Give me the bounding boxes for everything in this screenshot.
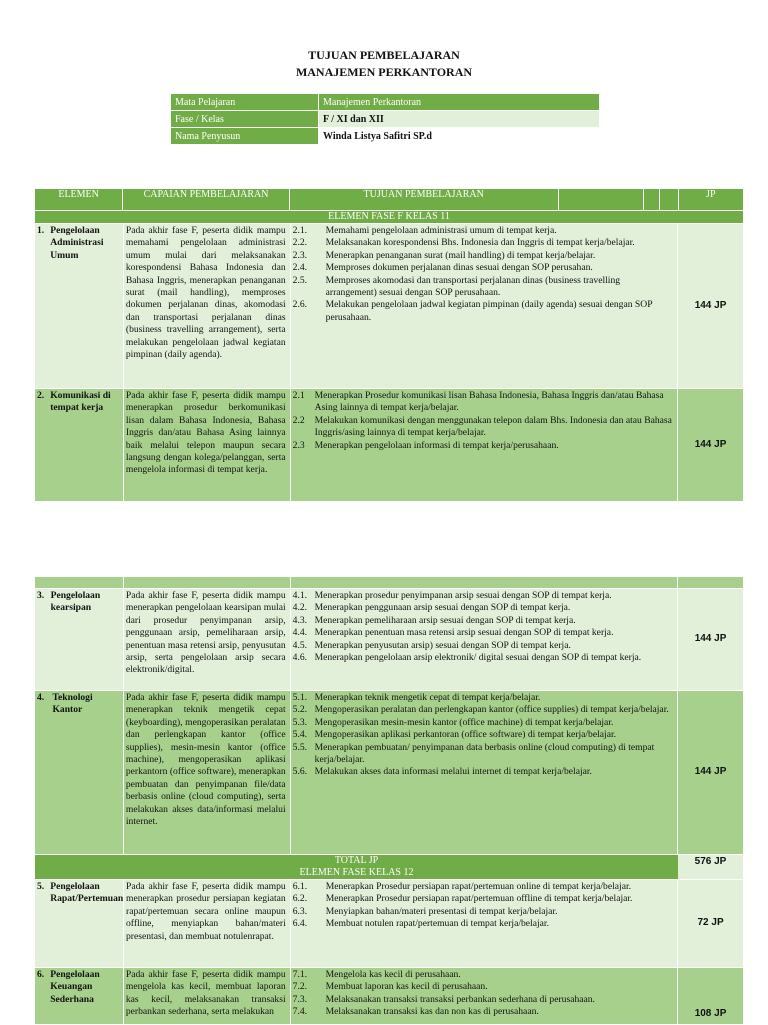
- tujuan-text: Menerapkan pengelolaan arsip elektronik/ digital sesuai dengan SOP di tempat kerja.: [314, 652, 642, 664]
- table-row: [35, 691, 743, 855]
- tujuan-number: 4.2.: [292, 602, 308, 614]
- tujuan-number: 7.4.: [292, 1006, 308, 1018]
- tujuan-list: [290, 968, 677, 1024]
- info-label: Fase / Kelas: [171, 111, 319, 128]
- tujuan-number: 5.6.: [292, 766, 308, 778]
- tujuan-text: Menerapkan penggunaan arsip sesuai dengan SOP di tempat kerja.: [314, 602, 571, 614]
- table-row: [35, 224, 743, 389]
- table-header: [35, 189, 743, 210]
- info-value: F / XI dan XII: [319, 111, 600, 128]
- capaian-text: Pada akhir fase F, peserta didik mampu menerapkan teknik mengetik cepat (keyboarding), mengoperasikan peralatan dan perlengkapan kantor (office supplies), mesin-mesin kantor (office machine), mengoperasikan aplikasi perkantorn (office software), menerapkan pembuatan dan penyimpanan file/data berbasis online (cloud computing), serta melakukan akses data/informasi melalui internet.: [123, 691, 290, 854]
- tujuan-text: Menerapkan teknik mengetik cepat di tempat kerja/belajar.: [314, 692, 541, 703]
- tujuan-text: Menerapkan Prosedur persiapan rapat/pertemuan offline di tempat kerja/belajar.: [325, 893, 633, 905]
- tujuan-number: 5.1.: [292, 692, 308, 703]
- tujuan-text: Mengoperasikan mesin-mesin kantor (office machine) di tempat kerja/belajar.: [314, 716, 614, 728]
- tujuan-list: [290, 224, 677, 388]
- tujuan-number: 6.4.: [292, 918, 308, 930]
- jp-value: 144 JP: [677, 691, 743, 854]
- elemen-name: Pengelolaan kearsipan: [50, 590, 101, 614]
- tujuan-text: Menerapkan penentuan masa retensi arsip sesuai dengan SOP di tempat kerja.: [314, 627, 614, 639]
- tujuan-list: [290, 589, 677, 690]
- document-subtitle: MANAJEMEN PERKANTORAN: [295, 65, 473, 79]
- tujuan-list: [290, 880, 677, 967]
- row-number: 6.: [37, 969, 45, 980]
- jp-value: 72 JP: [677, 880, 743, 967]
- info-value: Manajemen Perkantoran: [319, 94, 600, 111]
- table-row: [35, 389, 743, 502]
- tujuan-number: 2.6.: [292, 299, 308, 311]
- elemen-name: Komunikasi di tempat kerja: [50, 390, 111, 414]
- header-jp: JP: [706, 189, 716, 200]
- tujuan-number: 2.3: [292, 439, 305, 451]
- jp-value: 144 JP: [677, 224, 743, 388]
- info-label: Mata Pelajaran: [171, 94, 319, 111]
- tujuan-text: Menerapkan pengelolaan informasi di tempat kerja/perusahaan.: [314, 439, 559, 451]
- header-tujuan: TUJUAN PEMBELAJARAN: [290, 189, 559, 210]
- tujuan-text: Menerapkan penanganan surat (mail handling) di tempat kerja/belajar.: [325, 249, 596, 261]
- tujuan-text: Menerapkan Prosedur komunikasi lisan Bahasa Indonesia, Bahasa Inggris dan/atau Bahasa Asing lainnya di tempat kerja/belajar.: [314, 390, 664, 414]
- jp-value: 144 JP: [677, 589, 743, 690]
- tujuan-text: Melaksanakan transaksi transaksi perbankan sederhana di perusahaan.: [325, 993, 595, 1005]
- tujuan-text: Mengelola kas kecil di perusahaan.: [325, 969, 461, 980]
- section-title-11: ELEMEN FASE F KELAS 11: [35, 211, 743, 223]
- tujuan-number: 4.4.: [292, 627, 308, 639]
- tujuan-number: 2.2: [292, 414, 305, 426]
- capaian-text: Pada akhir fase F, peserta didik mampu menerapkan prosedur berkomunikasi lisan dalam Bahasa Indonesia, Bahasa Inggris dan/atau Bahasa Asing lainnya baik melalui telepon maupun secara langsung dengan kolega/pelanggan, serta mengelola informasi di tempat kerja.: [123, 389, 290, 501]
- jp-value: 144 JP: [677, 389, 743, 501]
- tujuan-number: 2.4.: [292, 262, 308, 274]
- row-number: 2.: [37, 390, 45, 401]
- elemen-name: Pengelolaan Keuangan Sederhana: [50, 969, 100, 1005]
- capaian-text: Pada akhir fase F, peserta didik mampu menerapkan pengelolaan kearsipan mulai dari prosedur penyimpanan arsip, penggunaan arsip, pemeliharaan arsip, penentuan masa retensi arsip, penyusutan arsip, serta pengelolaan arsip secara elektronik/digital.: [123, 589, 290, 690]
- tujuan-text: Mengoperasikan peralatan dan perlengkapan kantor (office supplies) di tempat kerja/belajar.: [314, 704, 669, 716]
- table-continuation-header: [35, 577, 743, 588]
- section-title-12: ELEMEN FASE KELAS 12: [299, 867, 414, 878]
- tujuan-text: Melakukan komunikasi dengan menggunakan telepon dalam Bhs. Indonesia dan atau Bahasa Inggris/asing lainnya di tempat kerja/belajar.: [314, 414, 672, 439]
- total-value: 576 JP: [678, 855, 743, 879]
- tujuan-text: Melaksanakan korespondensi Bhs. Indonesia dan Inggris di tempat kerja/belajar.: [325, 237, 635, 249]
- header-spacer: [559, 189, 644, 210]
- tujuan-number: 6.3.: [292, 905, 308, 917]
- header-spacer: [644, 189, 660, 210]
- tujuan-text: Memproses dokumen perjalanan dinas sesuai dengan SOP perusahan.: [325, 262, 593, 274]
- info-label: Nama Penyusun: [171, 128, 319, 145]
- row-number: 4.: [37, 692, 45, 703]
- tujuan-text: Menerapkan prosedur penyimpanan arsip sesuai dengan SOP di tempat kerja.: [314, 590, 612, 601]
- tujuan-number: 2.1: [292, 390, 305, 401]
- tujuan-number: 4.5.: [292, 639, 308, 651]
- tujuan-list: [290, 389, 677, 501]
- row-number: 1.: [37, 225, 45, 236]
- tujuan-number: 6.2.: [292, 893, 308, 905]
- tujuan-text: Membuat notulen rapat/pertemuan di tempat kerja/belajar.: [325, 918, 549, 930]
- header-spacer: [660, 189, 679, 210]
- total-label: TOTAL JP: [334, 855, 379, 866]
- jp-value: 108 JP: [677, 968, 743, 1024]
- tujuan-text: Menerapkan pemeliharaan arsip sesuai dengan SOP di tempat kerja.: [314, 614, 576, 626]
- tujuan-text: Menerapkan Prosedur persiapan rapat/pertemuan online di tempat kerja/belajar.: [325, 881, 632, 892]
- tujuan-number: 7.3.: [292, 993, 308, 1005]
- tujuan-number: 5.2.: [292, 704, 308, 716]
- tujuan-list: [290, 691, 677, 854]
- tujuan-number: 7.2.: [292, 981, 308, 993]
- row-number: 5.: [37, 881, 45, 892]
- tujuan-number: 2.5.: [292, 274, 308, 286]
- tujuan-number: 7.1.: [292, 969, 308, 980]
- elemen-name: Pengelolaan Rapat/Pertemuan: [50, 881, 124, 905]
- document-title: TUJUAN PEMBELAJARAN: [308, 48, 460, 62]
- tujuan-text: Menyiapkan bahan/materi presentasi di tempat kerja/belajar.: [325, 905, 558, 917]
- total-row: [35, 855, 743, 879]
- table-row: [35, 880, 743, 968]
- elemen-name: Teknologi Kantor: [52, 692, 93, 716]
- tujuan-text: Menerapkan penyusutan arsip) sesuai dengan SOP di tempat kerja.: [314, 639, 571, 651]
- table-row: [35, 968, 743, 1025]
- tujuan-text: Melakukan pengelolaan jadwal kegiatan pimpinan (daily agenda) sesuai dengan SOP perusahaan.: [325, 299, 653, 323]
- info-table: [170, 93, 600, 145]
- tujuan-number: 4.6.: [292, 652, 308, 664]
- tujuan-text: Mengoperasikan aplikasi perkantoran (office software) di tempat kerja/belajar.: [314, 729, 617, 741]
- tujuan-number: 4.1.: [292, 590, 308, 601]
- header-elemen: ELEMEN: [35, 189, 123, 210]
- elemen-name: Pengelolaan Administrasi Umum: [50, 225, 104, 261]
- tujuan-number: 2.1.: [292, 225, 308, 236]
- info-value: Winda Listya Safitri SP.d: [319, 128, 600, 145]
- row-number: 3.: [37, 590, 45, 601]
- capaian-text: Pada akhir fase F, peserta didik mampu mengelola kas kecil, membuat laporan kas kecil, melaksanakan transaksi perbankan sederhana, serta melakukan: [123, 968, 290, 1024]
- tujuan-number: 6.1.: [292, 881, 308, 892]
- tujuan-number: 2.3.: [292, 249, 308, 261]
- capaian-text: Pada akhir fase F, peserta didik mampu memahami pengelolaan administrasi umum mulai dari melaksanakan korespondensi Bahasa Indonesia dan Bahasa Inggris, menerapkan penanganan surat (mail handling), memproses dokumen perjalanan dinas, akomodasi dan transportasi perjalanan dinas (business travelling arrangement), serta melakukan pengelolaan jadwal kegiatan pimpinan (daily agenda).: [123, 224, 290, 388]
- capaian-text: Pada akhir fase F, peserta didik mampu menerapkan prosedur persiapan kegiatan rapat/pertemuan secara online maupun offline, menyiapkan bahan/materi presentasi, dan membuat notulenrapat.: [123, 880, 290, 967]
- tujuan-text: Menerapkan pembuatan/ penyimpanan data berbasis online (cloud computing) di tempat kerja/belajar.: [314, 741, 655, 766]
- tujuan-text: Melaksanakan transaksi kas dan non kas di perusahaan.: [325, 1006, 539, 1018]
- tujuan-text: Melakukan akses data informasi melalui internet di tempat kerja/belajar.: [314, 766, 592, 778]
- tujuan-text: Memproses akomodasi dan transportasi perjalanan dinas (business travelling arrangement) sesuai dengan SOP perusahaan.: [325, 274, 621, 299]
- tujuan-number: 5.5.: [292, 741, 308, 753]
- tujuan-number: 5.3.: [292, 716, 308, 728]
- table-row: [35, 589, 743, 691]
- tujuan-text: Memahami pengelolaan administrasi umum di tempat kerja.: [325, 225, 557, 236]
- tujuan-number: 4.3.: [292, 614, 308, 626]
- header-capaian: CAPAIAN PEMBELAJARAN: [123, 189, 290, 210]
- tujuan-text: Membuat laporan kas kecil di perusahaan.: [325, 981, 488, 993]
- tujuan-number: 2.2.: [292, 237, 308, 249]
- tujuan-number: 5.4.: [292, 729, 308, 741]
